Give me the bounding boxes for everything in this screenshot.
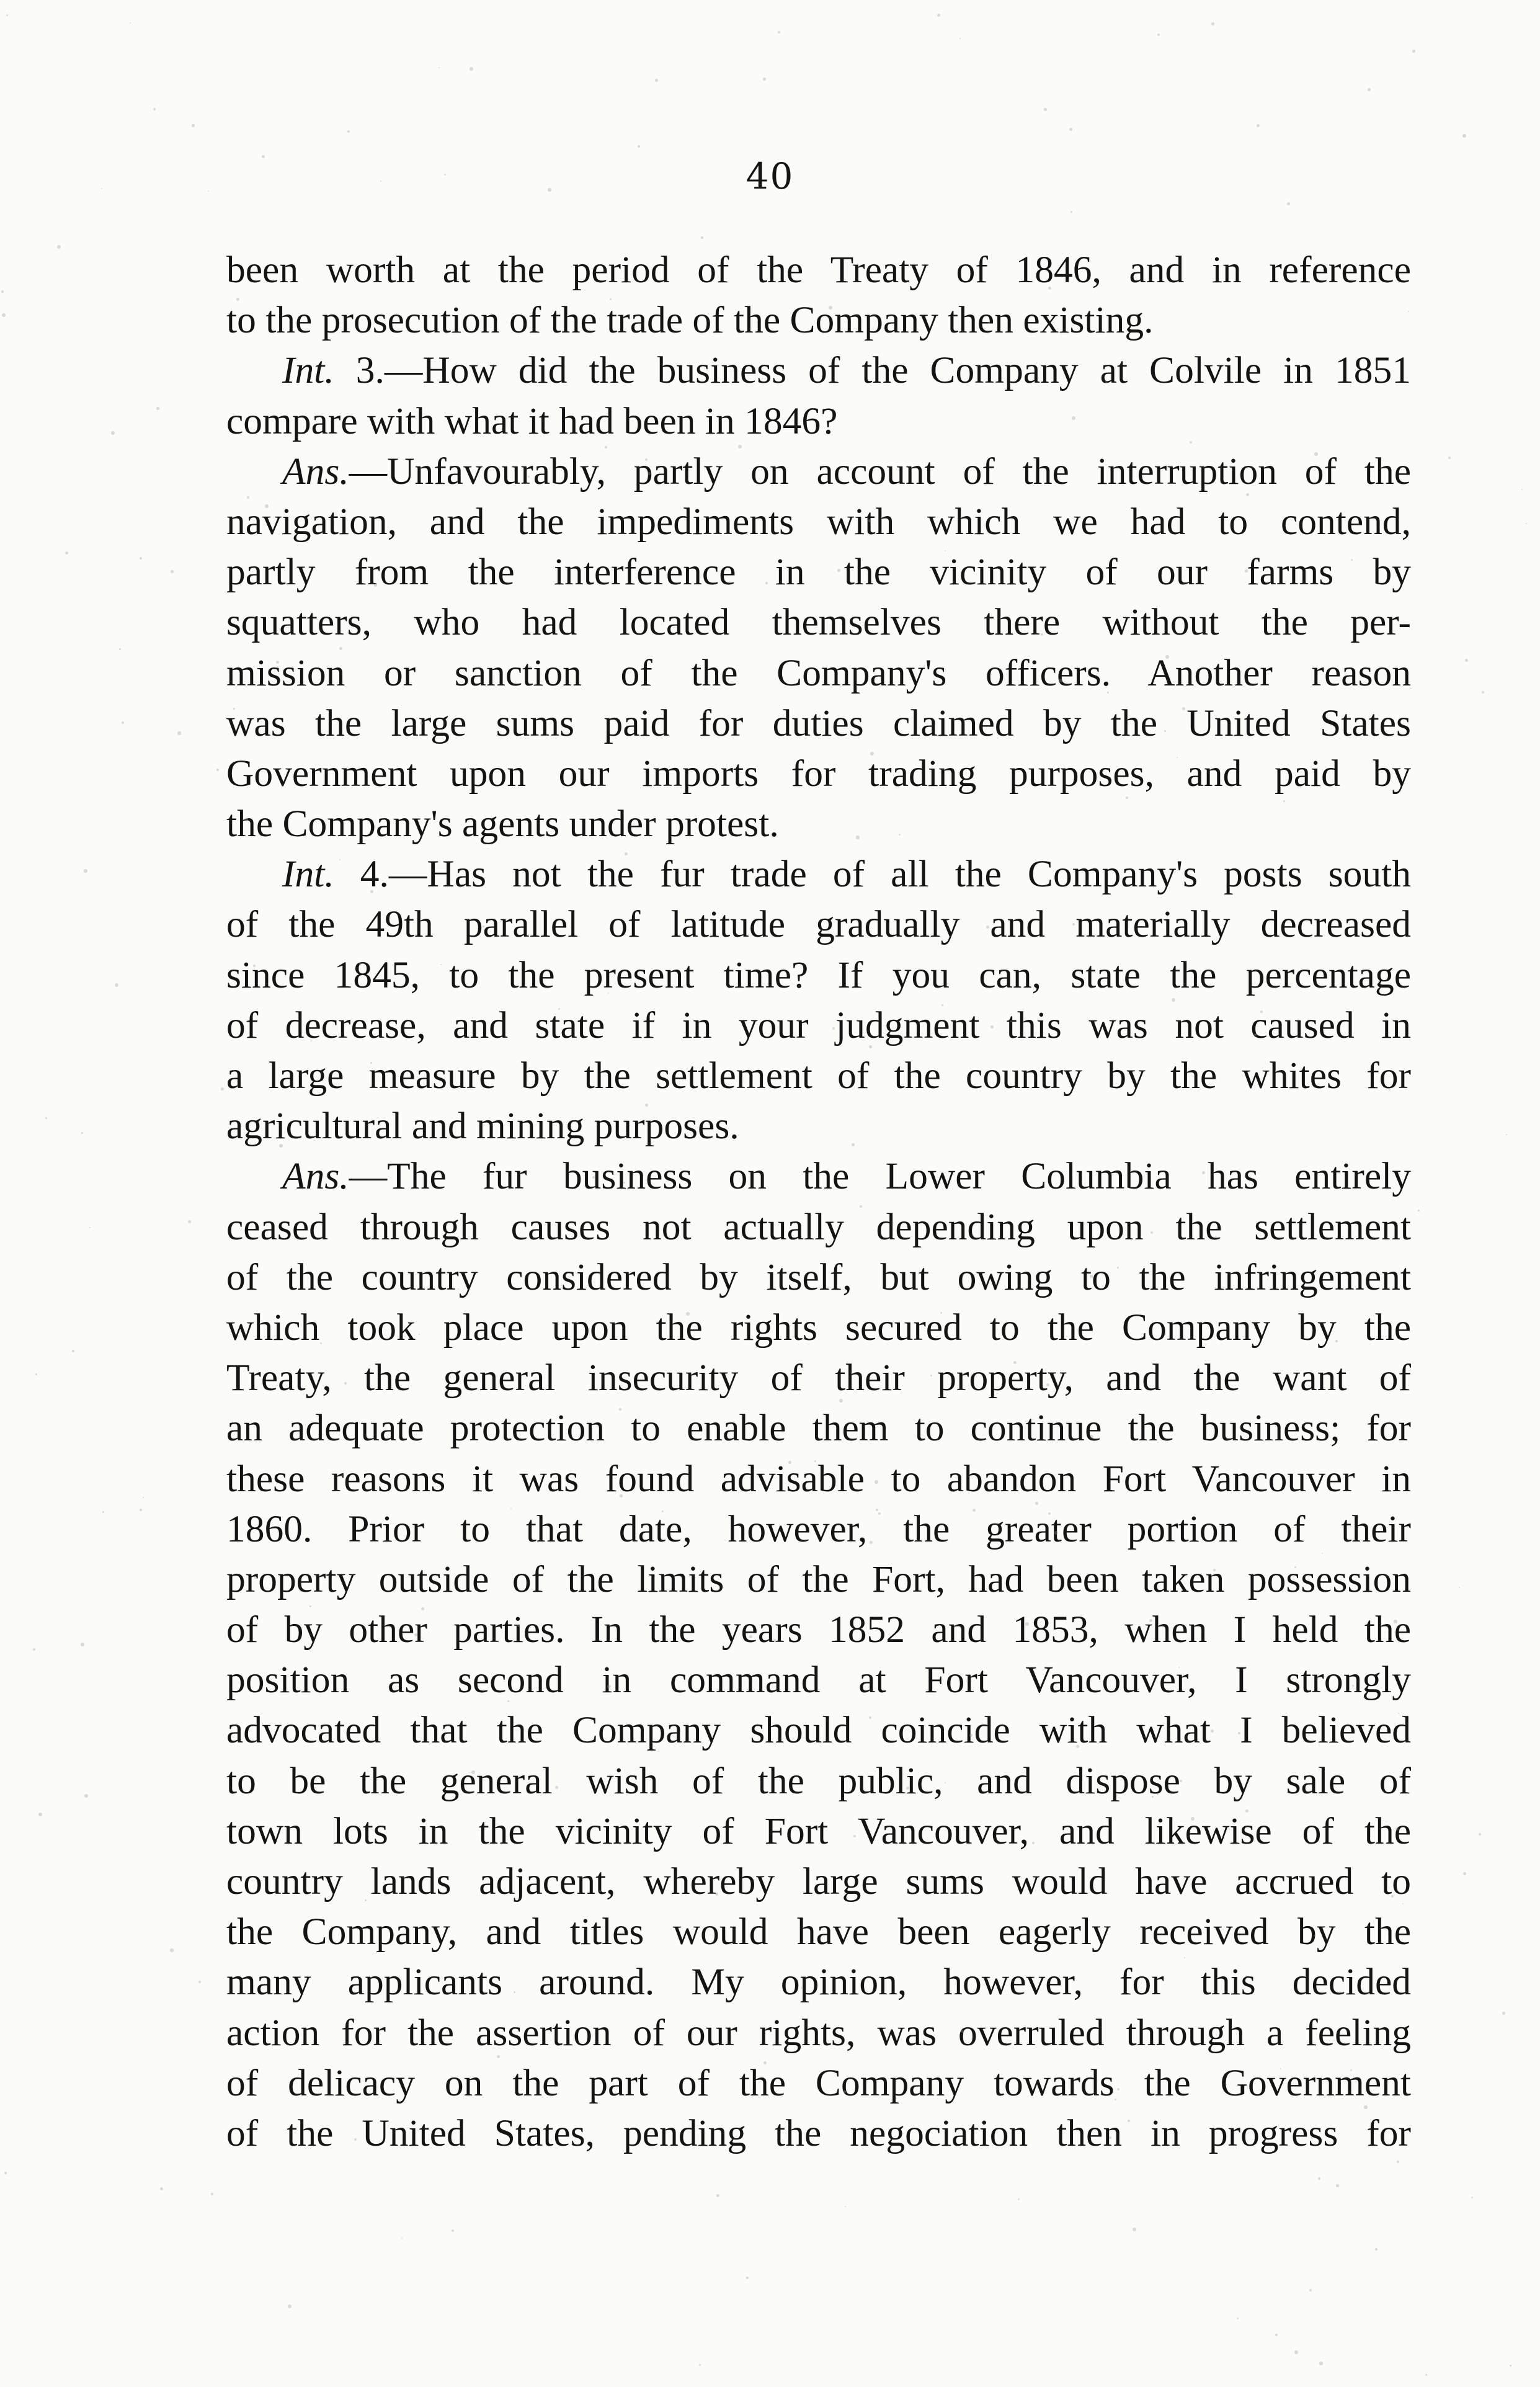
text-line [226, 2058, 1411, 2108]
text-line [226, 295, 1411, 346]
paper-speck [1182, 707, 1185, 710]
paper-speck [843, 2090, 846, 2093]
paper-speck [359, 963, 362, 965]
paper-speck [1364, 2105, 1368, 2109]
paper-speck [738, 445, 742, 448]
paper-speck [1389, 1089, 1391, 1091]
text-line [226, 698, 1411, 749]
paper-speck [1115, 2099, 1116, 2100]
line-text: 1860. Prior to that date, however, the greater portion of their [226, 1507, 1411, 1550]
paper-speck [655, 79, 658, 82]
paper-speck [1157, 33, 1160, 36]
line-text: these reasons it was found advisable to abandon Fort Vancouver in [226, 1457, 1411, 1500]
paper-speck [1287, 202, 1290, 205]
paper-speck [1319, 2362, 1323, 2365]
line-text: action for the assertion of our rights, was overruled through a feeling [226, 2011, 1411, 2054]
line-text: position as second in command at Fort Vancouver, I strongly [226, 1659, 1411, 1702]
text-line [226, 2008, 1411, 2058]
paper-speck [130, 22, 131, 24]
paper-speck [1375, 2248, 1378, 2251]
text-line [226, 547, 1411, 597]
text-line [226, 245, 1411, 295]
paper-speck [1070, 211, 1072, 213]
paper-speck [221, 1087, 224, 1091]
text-line [226, 1454, 1411, 1504]
paper-speck [279, 1144, 283, 1148]
paper-speck [170, 1948, 174, 1952]
paper-speck [1463, 1872, 1466, 1875]
paper-speck [1090, 1435, 1093, 1439]
paper-speck [1412, 50, 1415, 53]
paper-speck [140, 557, 142, 560]
paper-speck [84, 869, 87, 873]
paper-speck [853, 1835, 856, 1837]
text-line [226, 1806, 1411, 1857]
paper-speck [765, 582, 768, 584]
paper-speck [89, 1227, 91, 1228]
paper-speck [1294, 1566, 1296, 1568]
paper-speck [265, 504, 269, 508]
paper-speck [1180, 1780, 1182, 1782]
line-text: Treaty, the general insecurity of their property, and the want of [226, 1357, 1411, 1399]
paper-speck [119, 648, 121, 650]
paper-speck [188, 1220, 191, 1223]
text-line [226, 1252, 1411, 1303]
paper-speck [870, 1541, 873, 1544]
paper-speck [4, 2172, 7, 2174]
paper-speck [699, 2364, 701, 2366]
paper-speck [1335, 1340, 1338, 1342]
line-text: of the United States, pending the negociation then in progress for [226, 2112, 1411, 2154]
paper-speck [959, 38, 961, 39]
line-text: to be the general wish of the public, and dispose by sale of [226, 1759, 1411, 1802]
paper-speck [1149, 1619, 1152, 1622]
paper-speck [81, 1643, 84, 1646]
line-text: navigation, and the impediments with which we had to contend, [226, 500, 1411, 543]
paper-speck [1351, 559, 1353, 561]
paper-speck [1172, 998, 1175, 1002]
paper-speck [856, 836, 860, 839]
paper-speck [211, 2193, 213, 2195]
paper-speck [829, 306, 832, 310]
paper-speck [1054, 1531, 1058, 1535]
paper-speck [1280, 2068, 1281, 2069]
paper-speck [1275, 2334, 1278, 2336]
paper-speck [1391, 1895, 1394, 1898]
paper-speck [1318, 2177, 1320, 2180]
paper-speck [930, 1375, 932, 1376]
paper-speck [1090, 1275, 1093, 1278]
line-text: mission or sanction of the Company's officers. Another reason [226, 651, 1411, 694]
text-line [226, 1756, 1411, 1806]
paper-speck [339, 647, 342, 650]
text-line [226, 1555, 1411, 1605]
paper-speck [1465, 659, 1468, 662]
paper-speck [548, 188, 551, 192]
paper-speck [620, 1494, 623, 1497]
paper-speck [1018, 2198, 1020, 2200]
paper-speck [102, 1511, 104, 1513]
paper-speck [6, 14, 8, 16]
text-line [226, 497, 1411, 547]
speaker-label: Ans. [282, 1155, 349, 1198]
text-line [226, 1957, 1411, 2007]
paper-speck [839, 1399, 843, 1403]
paper-speck [870, 752, 874, 756]
paper-speck [370, 1062, 372, 1064]
text-line [226, 1353, 1411, 1403]
text-line [226, 1101, 1411, 1151]
line-text: —The fur business on the Lower Columbia has entirely [349, 1155, 1411, 1198]
paper-speck [471, 1770, 475, 1774]
text-line [226, 1001, 1411, 1051]
paper-speck [1425, 2374, 1427, 2376]
paper-speck [1350, 2069, 1352, 2071]
paper-speck [788, 1461, 791, 1464]
text-line [226, 899, 1411, 950]
paper-speck [160, 2187, 163, 2190]
paper-speck [288, 2304, 292, 2308]
paper-speck [35, 1373, 37, 1375]
paper-speck [470, 67, 473, 71]
paper-speck [945, 550, 946, 551]
paper-speck [1044, 108, 1047, 111]
line-text: squatters, who had located themselves there without the per- [226, 601, 1411, 644]
line-text: —Unfavourably, partly on account of the interruption of the [349, 450, 1411, 493]
line-text: compare with what it had been in 1846? [226, 399, 838, 442]
paper-speck [1059, 679, 1062, 682]
paper-speck [1213, 1569, 1216, 1571]
paper-speck [869, 1045, 872, 1048]
paper-speck [1107, 692, 1109, 694]
paper-speck [1069, 128, 1072, 131]
paper-speck [686, 1312, 690, 1316]
paper-speck [1025, 1622, 1029, 1626]
paper-speck [990, 1025, 994, 1028]
line-text: to the prosecution of the trade of the Company then existing. [226, 299, 1154, 342]
paper-speck [111, 431, 115, 435]
text-line [226, 2108, 1411, 2159]
paper-speck [1309, 2289, 1312, 2291]
paper-speck [507, 1700, 509, 1702]
paper-speck [33, 1648, 35, 1651]
paper-speck [1410, 688, 1412, 689]
text-line [226, 648, 1411, 698]
paper-speck [1526, 523, 1527, 524]
paper-speck [341, 1475, 343, 1476]
line-text: was the large sums paid for duties claimed by the United States [226, 702, 1411, 744]
paper-speck [648, 472, 651, 475]
paper-speck [638, 145, 640, 148]
line-text: of the country considered by itself, but owing to the infringement [226, 1256, 1411, 1298]
speaker-label: Ans. [282, 450, 349, 493]
paper-speck [153, 108, 156, 110]
line-text: many applicants around. My opinion, however, for this decided [226, 1961, 1411, 2004]
paper-speck [1191, 1817, 1195, 1821]
paper-speck [778, 31, 780, 33]
paper-speck [1502, 2012, 1505, 2015]
paper-speck [1397, 2161, 1399, 2163]
line-text: a large measure by the settlement of the country by the whites for [226, 1055, 1411, 1097]
paper-speck [1448, 457, 1451, 459]
paper-speck [1164, 730, 1166, 732]
paper-speck [1394, 1620, 1397, 1623]
paper-speck [192, 124, 195, 127]
paper-speck [122, 721, 124, 724]
paper-speck [868, 519, 871, 522]
line-text: been worth at the period of the Treaty of 1846, and in reference [226, 249, 1411, 291]
text-line [226, 447, 1411, 497]
paper-speck [1418, 1210, 1420, 1211]
paper-speck [198, 1981, 201, 1983]
text-line [226, 597, 1411, 648]
paper-speck [438, 67, 440, 68]
paper-speck [1117, 1267, 1119, 1269]
line-text: 4.—Has not the fur trade of all the Company's posts south [334, 853, 1411, 896]
paper-speck [746, 2277, 749, 2279]
line-text: an adequate protection to enable them to continue the business; for [226, 1407, 1411, 1450]
paper-speck [701, 236, 703, 239]
text-line [226, 849, 1411, 899]
paper-speck [1506, 1134, 1507, 1135]
paper-speck [1521, 489, 1523, 490]
paper-speck [81, 1132, 83, 1134]
text-line [226, 799, 1411, 849]
line-text: partly from the interference in the vicinity of our farms by [226, 551, 1411, 594]
line-text: Government upon our imports for trading purposes, and paid by [226, 752, 1411, 795]
paper-speck [1479, 1833, 1481, 1836]
text-line [226, 1403, 1411, 1453]
text-line [226, 1605, 1411, 1655]
text-line [226, 1655, 1411, 1705]
paper-speck [852, 1143, 855, 1146]
paper-speck [236, 298, 239, 301]
paper-speck [1157, 1793, 1159, 1795]
paper-speck [869, 1716, 871, 1719]
body-text [226, 245, 1411, 2159]
paper-speck [244, 818, 248, 821]
paper-speck [832, 1027, 835, 1030]
paper-speck [749, 1635, 752, 1638]
text-line [226, 1202, 1411, 1252]
paper-speck [115, 983, 118, 987]
paper-speck [2, 313, 6, 317]
speaker-label: Int. [282, 349, 334, 392]
paper-speck [607, 1685, 611, 1689]
paper-speck [365, 1899, 367, 1901]
paper-speck [1257, 124, 1260, 127]
text-line [226, 346, 1411, 396]
paper-speck [969, 1734, 973, 1737]
text-line [226, 396, 1411, 447]
line-text: agricultural and mining purposes. [226, 1105, 739, 1148]
text-line [226, 1705, 1411, 1756]
paper-speck [72, 1350, 74, 1352]
paper-speck [254, 1576, 257, 1579]
paper-speck [1202, 1171, 1205, 1174]
paper-speck [645, 1104, 648, 1107]
paper-speck [1462, 134, 1466, 138]
paper-speck [988, 322, 990, 324]
text-line [226, 1504, 1411, 1555]
paper-speck [1072, 416, 1075, 420]
paper-speck [605, 446, 607, 448]
paper-speck [65, 551, 68, 555]
line-text: which took place upon the rights secured to the Company by the [226, 1306, 1411, 1349]
paper-speck [84, 1794, 88, 1798]
paper-speck [1336, 2184, 1339, 2187]
paper-speck [1211, 22, 1214, 25]
text-line [226, 1151, 1411, 1202]
text-line [226, 749, 1411, 799]
paper-speck [156, 407, 159, 410]
page-number: 40 [746, 155, 794, 197]
paper-speck [452, 2229, 454, 2232]
paper-speck [1482, 691, 1484, 694]
text-line [226, 1907, 1411, 1957]
paper-speck [401, 2238, 403, 2239]
paper-speck [1165, 655, 1169, 659]
paper-speck [876, 1509, 878, 1511]
paper-speck [1010, 1020, 1012, 1022]
paper-speck [1032, 1842, 1035, 1844]
line-text: of decrease, and state if in your judgment this was not caused in [226, 1004, 1411, 1046]
line-text: 3.—How did the business of the Company at Colvile in 1851 [334, 349, 1411, 392]
paper-speck [45, 1117, 47, 1119]
paper-speck [171, 570, 174, 573]
paper-speck [1314, 1935, 1315, 1937]
line-text: of the 49th parallel of latitude gradually and materially decreased [226, 903, 1411, 946]
paper-speck [57, 245, 61, 249]
line-text: property outside of the limits of the Fort, had been taken possession [226, 1558, 1411, 1600]
paper-speck [38, 1813, 42, 1816]
text-line [226, 1051, 1411, 1101]
paper-speck [140, 1509, 142, 1511]
paper-speck [1459, 1587, 1460, 1588]
paper-speck [1, 290, 4, 293]
text-line [226, 1857, 1411, 1907]
line-text: since 1845, to the present time? If you can, state the percentage [226, 953, 1411, 996]
paper-speck [497, 2055, 500, 2058]
paper-speck [1368, 88, 1371, 91]
paper-speck [899, 834, 901, 836]
paper-speck [347, 130, 350, 133]
line-text: the Company, and titles would have been eagerly received by the [226, 1911, 1411, 1953]
paper-speck [1510, 2365, 1511, 2367]
paper-speck [1133, 2228, 1136, 2231]
line-text: of delicacy on the part of the Company towards the Government [226, 2061, 1411, 2104]
paper-speck [875, 1480, 878, 1484]
line-text: ceased through causes not actually depending upon the settlement [226, 1205, 1411, 1248]
paper-speck [937, 14, 940, 17]
paper-speck [845, 2206, 846, 2207]
line-text: town lots in the vicinity of Fort Vancouver, and likewise of the [226, 1809, 1411, 1852]
paper-speck [177, 731, 181, 735]
paper-speck [1471, 2197, 1473, 2198]
paper-speck [716, 2194, 719, 2197]
paper-speck [1260, 1011, 1263, 1013]
paper-speck [1237, 2318, 1239, 2319]
paper-speck [1294, 2350, 1298, 2354]
paper-speck [763, 2061, 767, 2064]
paper-speck [143, 1497, 144, 1498]
paper-speck [1283, 800, 1285, 802]
paper-speck [309, 1605, 311, 1607]
line-text: the Company's agents under protest. [226, 803, 779, 845]
text-line [226, 1303, 1411, 1353]
text-line [226, 950, 1411, 1001]
paper-speck [555, 1786, 558, 1789]
line-text: country lands adjacent, whereby large sums would have accrued to [226, 1860, 1411, 1903]
speaker-label: Int. [282, 853, 334, 896]
paper-speck [1238, 1732, 1240, 1734]
paper-speck [1245, 569, 1248, 573]
paper-speck [216, 769, 219, 771]
paper-speck [320, 1342, 322, 1344]
line-text: of by other parties. In the years 1852 and 1853, when I held the [226, 1608, 1411, 1651]
paper-speck [374, 584, 377, 587]
paper-speck [763, 78, 766, 81]
paper-speck [1314, 452, 1318, 456]
line-text: advocated that the Company should coincide with what I believed [226, 1709, 1411, 1752]
paper-speck [837, 569, 840, 572]
